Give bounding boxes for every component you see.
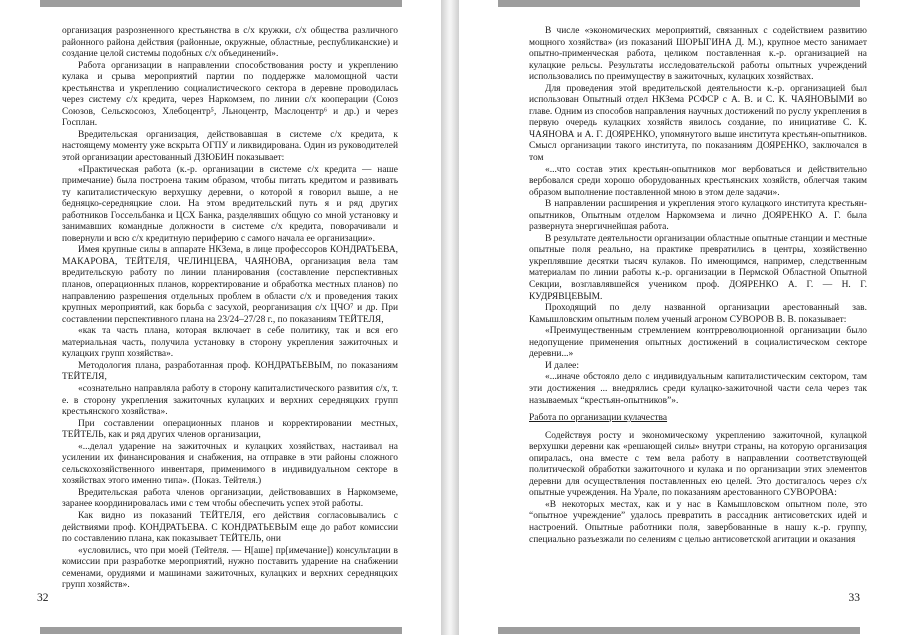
left-page	[0, 0, 441, 635]
quote: «Преимущественным стремлением контрреволюционной организации было недопущение применения опытных достижений в социалистическом секторе деревни...»	[529, 326, 867, 360]
left-page-text	[62, 26, 398, 592]
paragraph: При составлении операционных планов и корректировании местных, ТЕЙТЕЛЬ, как и ряд других членов организации,	[62, 418, 398, 441]
paragraph: Методология плана, разработанная проф. КОНДРАТЬЕВЫМ, по показаниям ТЕЙТЕЛЯ,	[62, 360, 398, 383]
book-gutter	[441, 0, 459, 635]
paragraph: Работа организации в направлении способствования росту и укреплению кулака и срыва мероприятий партии по поддержке маломощной части крестьянства и укреплению социалистического сектора в деревне проводилась через систему с/х кредита, через Наркомзем, по линии с/х кооперации (Союз Союзов, Сельскосоюз, Хлебоцентр⁵, Льноцентр, Маслоцентр⁶ и др.) и через Госплан.	[62, 60, 398, 129]
bottom-bar	[40, 627, 402, 634]
paragraph: организация разрозненного крестьянства в с/х кружки, с/х общества различного районного района действия (районные, окружные, областные, республиканские) и создание целой системы подобных с/х объединений».	[62, 26, 398, 60]
paragraph: В направлении расширения и укрепления этого кулацкого института крестьян-опытников, Опытным отделом Наркомзема и лично ДОЯРЕНКО А. Г. была развернута энергичнейшая работа.	[529, 199, 867, 233]
bottom-bar	[498, 627, 860, 634]
paragraph: Вредительская организация, действовавшая в системе с/х кредита, к настоящему моменту уже вскрыта ОГПУ и ликвидирована. Один из руководителей этой организации арестованный ДЗЮБИН показывает:	[62, 129, 398, 164]
quote: «сознательно направляла работу в сторону капиталистического развития с/х, т. е. в сторону укрепления зажиточных кулацких и верхних середняцких групп крестьянского хозяйства».	[62, 383, 398, 418]
section-heading: Работа по организации кулачества	[529, 413, 668, 424]
page-number: 33	[848, 592, 860, 604]
quote: «В некоторых местах, как и у нас в Камышловском опытном поле, это “опытное учреждение” удалось превратить в рассадник антисоветских идей и настроений. Опытные работники поля, завербованные в нашу к.-р. группу, специально разъезжали по селениям с целью антисоветской агитации и оказания	[529, 499, 867, 545]
quote: «...иначе обстояло дело с индивидуальным капиталистическим сектором, там эти достижения ... внедрялись среди кулацко-зажиточной части села через так называемых “крестьян-опытников”».	[529, 372, 867, 406]
page-number: 32	[37, 592, 49, 604]
paragraph: Имея крупные силы в аппарате НКЗема, в лице профессоров КОНДРАТЬЕВА, МАКАРОВА, ТЕЙТЕЛЯ, ЧЕЛИНЦЕВА, ЧАЯНОВА, организация вела там вредительскую работу по линии планирования (составление перспективных планов, операционных планов, корректирование и обработка местных планов) по направлению разрешения отдельных проблем в области с/х и проведения таких крупных мероприятий, как борьба с засухой, реорганизация с/х ЦЧО⁷ и др. При составлении перспективного плана на 23/24–27/28 г., по показаниям ТЕЙТЕЛЯ,	[62, 245, 398, 325]
paragraph: Содействуя росту и экономическому укреплению зажиточной, кулацкой верхушки деревни как «решающей силы» внутри страны, на которую организация опиралась, она вместе с тем вела работу в направлении соответствующей политической обработки зажиточного и кулака и по организации этих элементов деревни для осуществления поставленных ею целей. Это достигалось через с/х опытные учреждения. На Урале, по показаниям арестованного СУВОРОВА:	[529, 430, 867, 499]
paragraph: Как видно из показаний ТЕЙТЕЛЯ, его действия согласовывались с действиями проф. КОНДРАТЬЕВА. С КОНДРАТЬЕВЫМ еще до работ комиссии по составлению плана, как показывает ТЕЙТЕЛЬ, они	[62, 510, 398, 545]
paragraph: Для проведения этой вредительской деятельности к.-р. организацией был использован Опытный отдел НКЗема РСФСР с А. В. и С. К. ЧАЯНОВЫМИ во главе. Одним из способов направления научных достижений по руслу укрепления в первую очередь кулацких хозяйств явилось создание, по инициативе С. К. ЧАЯНОВА и А. Г. ДОЯРЕНКО, упомянутого выше института крестьян-опытников. Смысл организации такого института, по показаниям ДОЯРЕНКО, заключался в том	[529, 83, 867, 164]
quote: «условились, что при моей (Тейтеля. — Н[аше] пр[имечание]) консультации в комиссии при разработке мероприятий, нужно поставить ударение на снабжении семенами, орудиями и машинами зажиточных, кулацких и верхних середняцких групп хозяйств».	[62, 545, 398, 591]
paragraph: Проходящий по делу названной организации арестованный зав. Камышловским опытным полем ученый агроном СУВОРОВ В. В. показывает:	[529, 303, 867, 325]
quote: «...делал ударение на зажиточных и кулацких хозяйствах, настаивал на усилении их финансирования и снабжения, на отправке в эти районы сложного сельскохозяйственного инвентаря, применимого в индивидуальном секторе в хозяйствах этого именно типа». (Показ. Тейтеля.)	[62, 441, 398, 487]
paragraph: В числе «экономических мероприятий, связанных с содействием развитию мощного хозяйства» (из показаний ШОРЫГИНА Д. М.), крупное место занимает опытно-применческая работа, целиком поставленная к.-р. организацией на кулацкие рельсы. Результаты исследовательской работы опытных учреждений использовались по преимуществу в зажиточных, кулацких хозяйствах.	[529, 26, 867, 83]
quote: «как та часть плана, которая включает в себе политику, так и вся его материальная часть, получила установку в сторону укрепления зажиточных и кулацких групп хозяйства».	[62, 326, 398, 360]
right-page-text	[529, 26, 867, 546]
quote: «Практическая работа (к.-р. организации в системе с/х кредита — наше примечание) была построена таким образом, чтобы питать кредитом и развивать ту капиталистическую верхушку деревни, о которой я говорил выше, а не бедняцко-середняцкие слои. На этом вредительский путь я и ряд других работников Госсельбанка и ЦСХ Банка, разделявших общую со мной установку и занимавших командные должности в системе с/х кредита, поворачивали и повернули и всю с/х кредитную периферию с самого начала ее организации».	[62, 164, 398, 244]
top-bar	[40, 0, 402, 7]
paragraph: В результате деятельности организации областные опытные станции и местные опытные поля реально, на практике превратились в центры, хозяйственно укреплявшие десятки тысяч кулаков. По имеющимся, например, следственным материалам по линии работы к.-р. организации в Пермской Областной Опытной Секции, возглавлявшейся учеником проф. ДОЯРЕНКО А. Г. — Н. Г. КУДРЯВЦЕВЫМ.	[529, 233, 867, 302]
paragraph: И далее:	[545, 360, 579, 371]
quote: «...что состав этих крестьян-опытников мог вербоваться и действительно вербовался среди хорошо оборудованных крестьянских хозяйств, облегчая таким образом выполнение поставленной мною в этом деле задачи».	[529, 164, 867, 198]
right-page	[459, 0, 900, 635]
top-bar	[498, 0, 860, 7]
paragraph: Вредительская работа членов организации, действовавших в Наркомземе, заранее координировалась ими с тем чтобы обеспечить успех этой работы.	[62, 487, 398, 510]
